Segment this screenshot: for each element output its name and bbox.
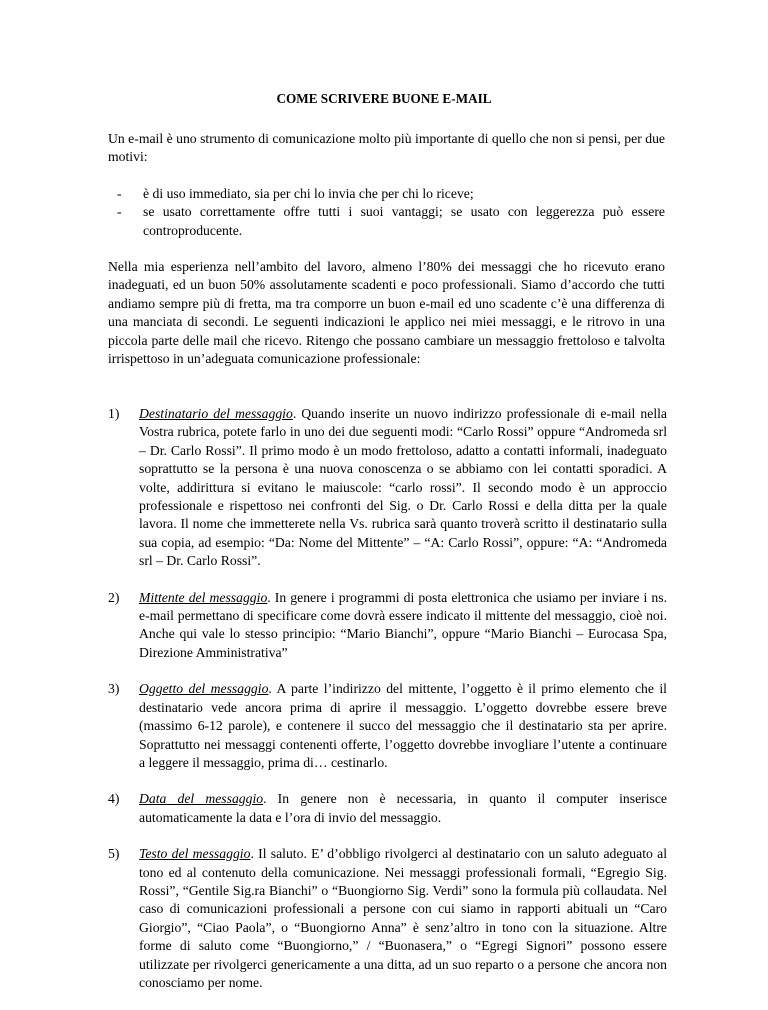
- list-marker: -: [117, 186, 122, 201]
- item-heading: Data del messaggio: [139, 791, 264, 807]
- item-heading: Destinatario del messaggio: [139, 406, 293, 421]
- list-item: [117, 185, 665, 203]
- guidelines-list: [108, 405, 667, 1010]
- guideline-item: [108, 680, 667, 772]
- item-number: 4): [108, 791, 120, 807]
- item-text: . Il saluto. E’ d’obbligo rivolgerci al destinatario con un saluto adeguato al tono ed al contenuto della comunicazione. Nei messaggi professionali formali, “Egregio Sig. Rossi”, “Gentile Sig.ra Bianchi” o “Buongiorno Sig. Verdi” sono la formula più collaudata. Nel caso di comunicazioni professionali a persone con cui siamo in rapporti abituali un “Caro Giorgio”, “Ciao Paola”, o “Buongiorno Anna” è senz’altro in tono con la situazione. Altre forme di saluto come “Buongiorno,” / “Buonasera,” o “Egregi Signori” possono essere utilizzate per rivolgerci genericamente a una ditta, ad un suo reparto o a persone che ancora non conosciamo per nome.: [139, 846, 667, 990]
- intro-paragraph: Un e-mail è uno strumento di comunicazione molto più importante di quello che non si pensi, per due motivi:: [108, 131, 665, 165]
- item-heading: Mittente del messaggio: [139, 589, 268, 605]
- experience-paragraph: Nella mia esperienza nell’ambito del lavoro, almeno l’80% dei messaggi che ho ricevuto erano inadeguati, ed un buon 50% assolutamente scadenti e poco professionali. Siamo d’accordo che tutti andiamo sempre più di fretta, ma tra comporre un buon e-mail ed uno scadente c’è una differenza di una manciata di secondi. Le seguenti indicazioni le applico nei miei messaggi, e le ritrovo in una piccola parte delle mail che ricevo. Ritengo che possano cambiare un messaggio frettoloso e talvolta irrispettoso in un’adeguata comunicazione professionale:: [108, 259, 665, 367]
- item-text: . In genere non è necessaria, in quanto il computer inserisce automaticamente la data e l’ora di invio del messaggio.: [139, 791, 668, 825]
- item-number: 2): [108, 589, 120, 605]
- item-heading: Testo del messaggio: [139, 846, 251, 862]
- document-title: COME SCRIVERE BUONE E-MAIL: [276, 91, 492, 106]
- guideline-item: [108, 790, 667, 827]
- item-number: 3): [108, 681, 120, 697]
- item-number: 5): [108, 846, 120, 862]
- item-text: . Quando inserite un nuovo indirizzo professionale di e-mail nella Vostra rubrica, potete farlo in uno dei due seguenti modi: “Carlo Rossi” oppure “Andromeda srl – Dr. Carlo Rossi”. Il primo modo è un modo frettoloso, adatto a contatti informali, inadeguato soprattutto se la persona è una nuova conoscenza o se abbiamo con lei contatti sporadici. A volte, addirittura si evitano le maiuscole: “carlo rossi”. Il secondo modo è un approccio professionale e rispettoso nei confronti del Sig. o Dr. Carlo Rossi e della ditta per la quale lavora. Il nome che immetterete nella Vs. rubrica sarà quanto troverà scritto il destinatario sulla sua copia, ad esempio: “Da: Nome del Mittente” – “A: Carlo Rossi”, oppure: “A: “Andromeda srl – Dr. Carlo Rossi”.: [139, 406, 668, 569]
- guideline-item: [108, 845, 667, 992]
- list-item: [117, 203, 665, 240]
- guideline-item: [108, 405, 667, 571]
- reasons-list: [117, 185, 665, 240]
- list-marker: -: [117, 204, 122, 220]
- list-item-text: è di uso immediato, sia per chi lo invia che per chi lo riceve;: [143, 186, 474, 201]
- item-number: 1): [108, 406, 120, 421]
- item-text: . In genere i programmi di posta elettronica che usiamo per inviare i ns. e-mail permettano di specificare come dovrà essere indicato il mittente del messaggio, cioè noi. Anche qui vale lo stesso principio: “Mario Bianchi”, oppure “Mario Bianchi – Eurocasa Spa, Direzione Amministrativa”: [139, 589, 667, 660]
- item-text: . A parte l’indirizzo del mittente, l’oggetto è il primo elemento che il destinatario vede ancora prima di aprire il messaggio. L’oggetto dovrebbe essere breve (massimo 6-12 parole), e contenere il succo del messaggio che il destinatario sta per aprire. Soprattutto nei messaggi contenenti offerte, l’oggetto dovrebbe invogliare l’utente a continuare a leggere il messaggio, prima di… cestinarlo.: [139, 681, 667, 770]
- guideline-item: [108, 589, 667, 663]
- list-item-text: se usato correttamente offre tutti i suoi vantaggi; se usato con leggerezza può essere controproducente.: [143, 204, 665, 238]
- item-heading: Oggetto del messaggio: [139, 681, 269, 697]
